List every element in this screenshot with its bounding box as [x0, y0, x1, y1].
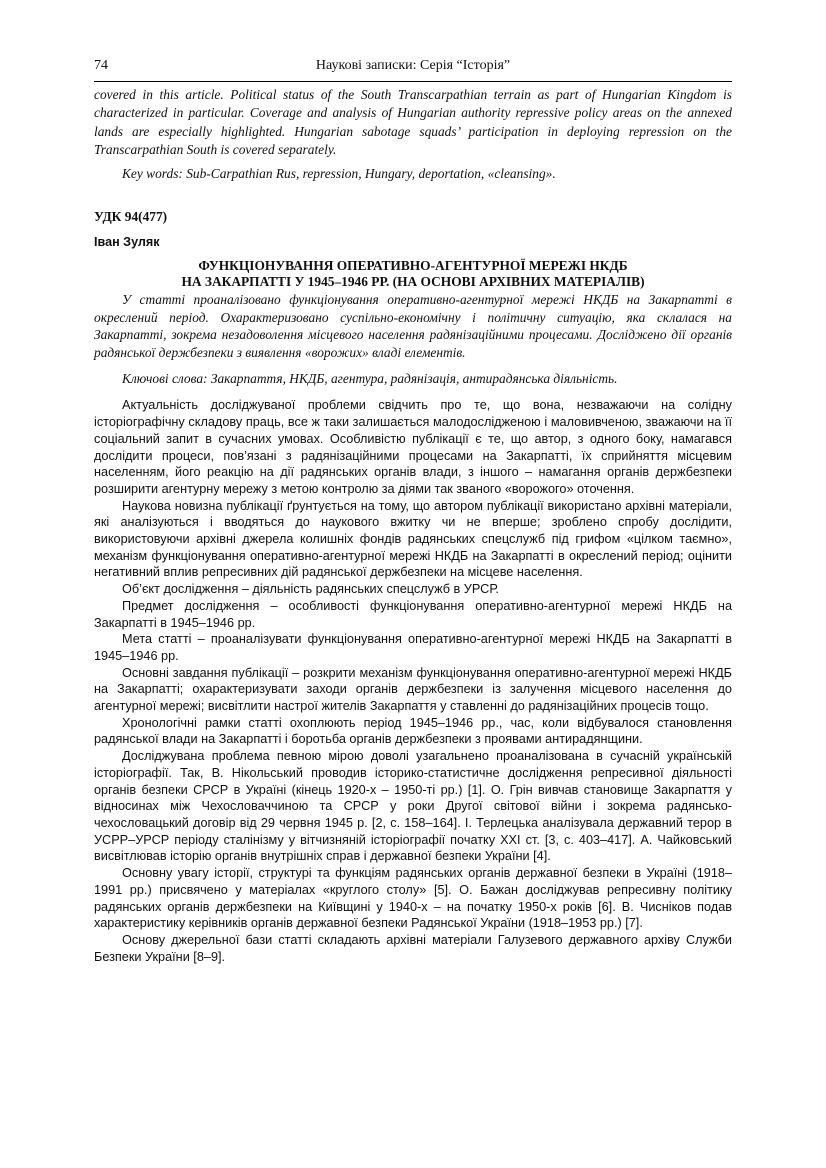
body-paragraph: Наукова новизна публікації ґрунтується на тому, що автором публікації використано архівні матеріали, які аналізуються і вводяться до наукового вжитку чи не вперше; зроблено спробу дослідити, використовуючи архівні джерела колишніх фондів радянських спецслужб під грифом «цілком таємно», механізм функціонування оперативно-агентурної мережі НКДБ на Закарпатті в окреслений період; оцінити негативний вплив репресивних дій радянської держбезпеки на місцеве населення. [94, 498, 732, 580]
body-paragraph: Основу джерельної бази статті складають архівні матеріали Галузевого державного архіву Служби Безпеки України [8–9]. [94, 932, 732, 964]
page [94, 58, 732, 965]
udk-code: УДК 94(477) [94, 209, 168, 225]
journal-title: Наукові записки: Серія “Історія” [315, 58, 511, 73]
author-name: Іван Зуляк [94, 235, 160, 250]
body-paragraph: Основну увагу історії, структурі та функціям радянських органів державної безпеки в Україні (1918–1991 рр.) присвячено у матеріалах «круглого столу» [5]. О. Бажан досліджував репресивну політику радянських органів держбезпеки на Київщині у 1940-х – на початку 1950-х років [6]. В. Чисніков подав характеристику керівників органів державної безпеки Радянської України (1918–1953 рр.) [7]. [94, 866, 732, 931]
article-abstract: У статті проаналізовано функціонування оперативно-агентурної мережі НКДБ на Закарпатті в окреслений період. Охарактеризовано суспільно-економічну і політичну ситуацію, яка склалася на Закарпатті, зокрема незадоволення місцевого населення радянізаційними процесами. Досліджено дії органів радянської держбезпеки з виявлення «ворожих» владі елементів. [94, 292, 732, 360]
article-title-line-1: ФУНКЦІОНУВАННЯ ОПЕРАТИВНО-АГЕНТУРНОЇ МЕРЕЖІ НКДБ [198, 258, 628, 274]
body-paragraph: Хронологічні рамки статті охоплюють період 1945–1946 рр., час, коли відбувалося становлення радянської влади на Закарпатті і боротьба органів держбезпеки з проявами антирадянщини. [94, 715, 732, 747]
previous-keywords: Key words: Sub-Carpathian Rus, repression, Hungary, deportation, «cleansing». [122, 165, 556, 181]
body-paragraph: Актуальність досліджуваної проблеми свідчить про те, що вона, незважаючи на солідну історіографічну складову праць, все ж таки залишається малодослідженою і маловивченою, зважаючи на її соціальний запит в сучасних умовах. Особливістю публікації є те, що автор, з одного боку, намагався дослідити процеси, пов’язані з радянізаційними процесами на Закарпатті, їх сприйняття місцевим населенням, його реакцію на дії радянських органів влади, з іншого – намагання органів держбезпеки розширити агентурну мережу з метою контролю за діями так званого «ворожого» оточення. [94, 398, 732, 496]
previous-abstract-end: covered in this article. Political status of the South Transcarpathian terrain as part of Hungarian Kingdom is characterized in particular. Coverage and analysis of Hungarian authority repressive policy areas on the annexed lands are especially highlighted. Hungarian sabotage squads’ participation in deploying repression on the Transcarpathian South is covered separately. [94, 87, 732, 158]
article-keywords: Ключові слова: Закарпаття, НКДБ, агентура, радянізація, антирадянська діяльність. [122, 371, 618, 387]
page-number: 74 [94, 58, 108, 73]
article-body [94, 397, 732, 965]
header-rule [94, 81, 732, 82]
body-paragraph: Мета статті – проаналізувати функціонування оперативно-агентурної мережі НКДБ на Закарпатті в 1945–1946 рр. [94, 632, 732, 663]
body-paragraph: Предмет дослідження – особливості функціонування оперативно-агентурної мережі НКДБ на Закарпатті в 1945–1946 рр. [94, 598, 732, 630]
running-header [94, 58, 732, 80]
body-paragraph: Об’єкт дослідження – діяльність радянських спецслужб в УРСР. [122, 582, 499, 597]
article-title [94, 258, 732, 290]
article-title-line-2: НА ЗАКАРПАТТІ У 1945–1946 РР. (НА ОСНОВІ АРХІВНИХ МАТЕРІАЛІВ) [181, 274, 645, 290]
body-paragraph: Основні завдання публікації – розкрити механізм функціонування оперативно-агентурної мережі НКДБ на Закарпатті; охарактеризувати заходи органів держбезпеки із залучення місцевого населення до агентурної мережі; висвітлити настрої жителів Закарпаття у ставленні до радянізаційних процесів тощо. [94, 665, 732, 714]
body-paragraph: Досліджувана проблема певною мірою доволі узагальнено проаналізована в сучасній українській історіографії. Так, В. Нікольський проводив історико-статистичне дослідження репресивної діяльності органів безпеки СРСР в Україні (кінець 1920-х – 1950-ті рр.) [1]. О. Грін вивчав становище Закарпаття у відносинах між Чехословаччиною та СРСР у роки Другої світової війни і зокрема радянсько-чехословацький договір від 29 червня 1945 р. [2, с. 158–164]. І. Терлецька аналізувала державний терор в УСРР–УРСР періоду сталінізму у вітчизняній історіографії початку ХХІ ст. [3, с. 403–417]. А. Чайковський висвітлював історію органів внутрішніх справ і державної безпеки України [4]. [94, 749, 732, 864]
